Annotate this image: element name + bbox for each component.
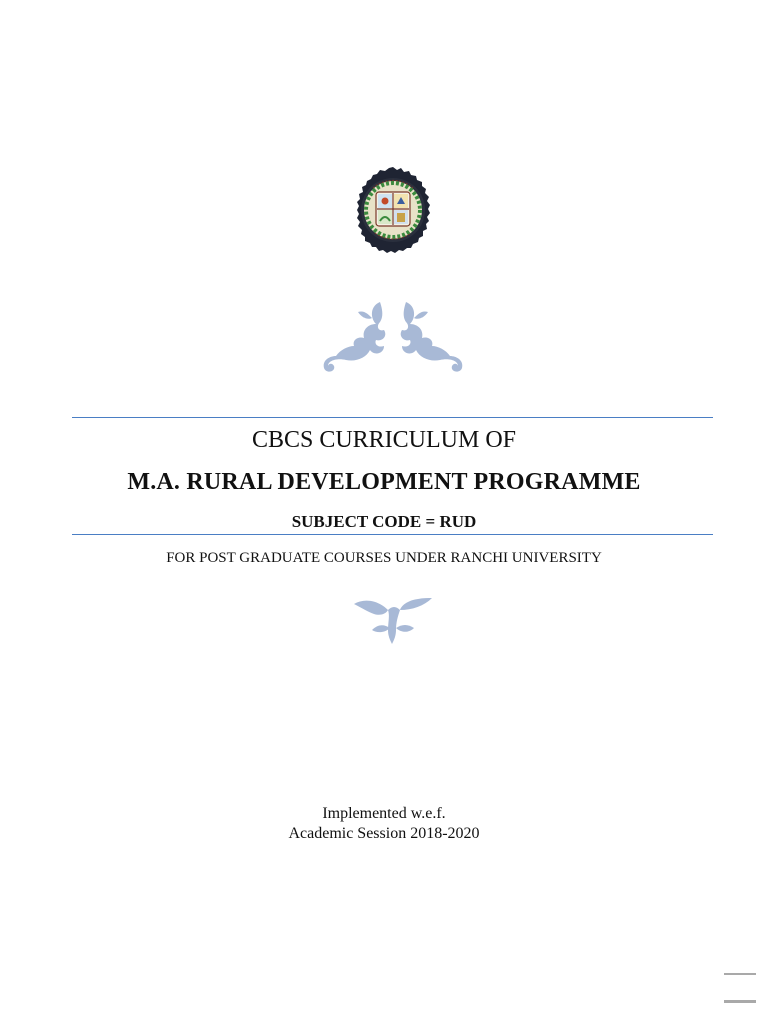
subject-code: SUBJECT CODE = RUD bbox=[291, 512, 477, 531]
implemented-note: Implemented w.e.f. bbox=[322, 805, 446, 822]
corner-dash-mark bbox=[724, 1000, 756, 1003]
bottom-divider-rule bbox=[72, 534, 713, 535]
academic-session: Academic Session 2018-2020 bbox=[288, 825, 480, 842]
curriculum-heading: CBCS CURRICULUM OF bbox=[251, 427, 517, 453]
floral-scroll-ornament-icon bbox=[318, 296, 468, 376]
courses-subtitle: FOR POST GRADUATE COURSES UNDER RANCHI UNIVERSITY bbox=[166, 550, 602, 566]
university-seal-icon bbox=[347, 167, 439, 253]
corner-dash-mark bbox=[724, 973, 756, 975]
programme-title: M.A. RURAL DEVELOPMENT PROGRAMME bbox=[127, 469, 641, 495]
leaf-ornament-icon bbox=[350, 594, 436, 646]
top-divider-rule bbox=[72, 417, 713, 418]
